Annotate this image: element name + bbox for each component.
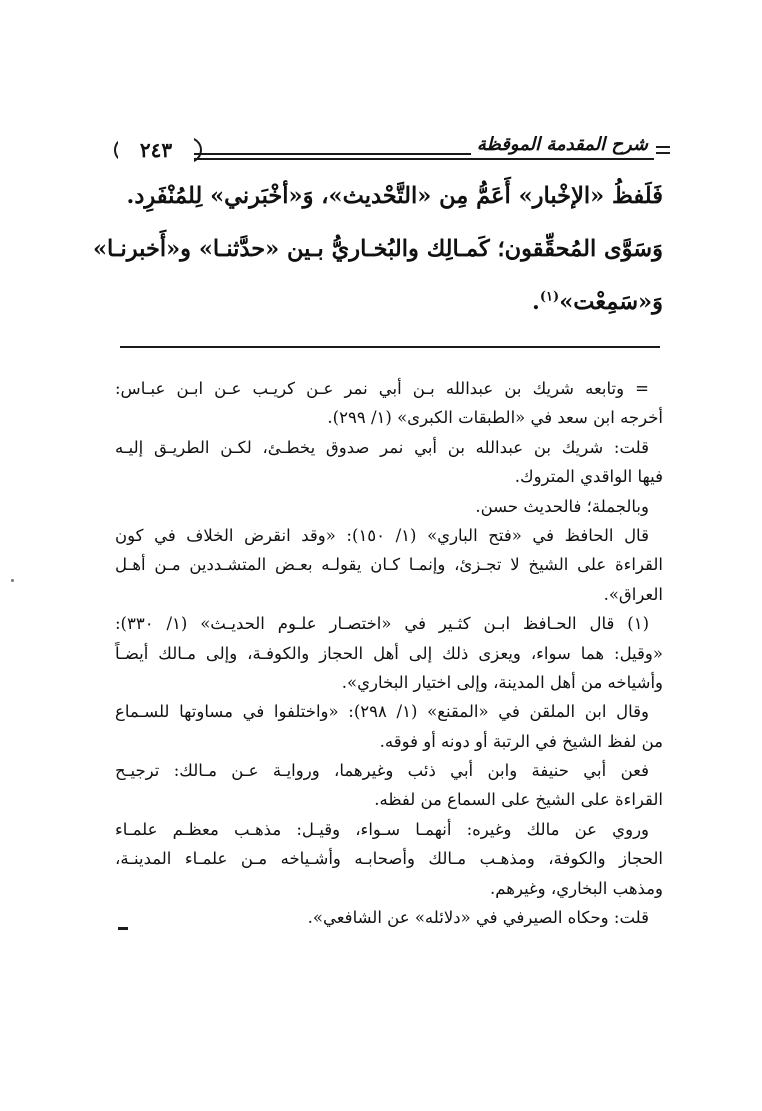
footnote-line: وروي عن مالك وغيره: أنهمـا سـواء، وقيـل: مذهـب معظـم علمـاء: [115, 819, 649, 839]
footnote-line: الحجاز والكوفة، ومذهـب مـالك وأصحابـه وأشـياخه مـن علمـاء المدينـة،: [115, 849, 663, 869]
page-number: ٢٤٣: [118, 132, 194, 168]
footnote-separator: [120, 346, 660, 348]
footnote-line: من لفظ الشيخ في الرتبة أو دونه أو فوقه.: [379, 731, 663, 751]
end-mark: [118, 927, 128, 930]
footnote-line: وأشياخه من أهل المدينة، وإلى اختيار البخاري».: [341, 672, 663, 692]
main-text: [92, 170, 663, 329]
footnote-line: قلت: شريك بن عبدالله بن أبي نمر صدوق يخطـئ، لكـن الطريـق إليـه: [115, 437, 649, 457]
footnote-line: «وقيل: هما سواء، ويعزى ذلك إلى أهل الحجاز والكوفـة، وإلى مـالك أيضـاً: [115, 643, 663, 663]
header-rule-bottom: [188, 158, 654, 160]
main-line: فَلَفظُ «الإخْبار» أَعَمُّ مِن «التَّحْديث»، وَ«أخْبَرني» لِلمُنْفَرِد.: [126, 183, 663, 209]
footnote-line: أخرجه ابن سعد في «الطبقات الكبرى» (١/ ٢٩٩).: [327, 408, 663, 428]
main-line-text: وَ«سَمِعْت»: [559, 289, 663, 315]
end-punctuation: .: [532, 289, 540, 315]
footnote-line: القراءة على الشيخ على السماع من لفظه.: [374, 790, 663, 810]
footnote-line: العراق».: [603, 584, 663, 604]
header-dash: [656, 152, 670, 154]
header-dash: [656, 146, 670, 148]
scan-speck: [11, 579, 14, 582]
footnote-line: القراءة على الشيخ لا تجـزئ، وإنمـا كـان يقولـه بعـض المتشـددين مـن أهـل: [115, 555, 663, 575]
footnote-line: (١) قال الحـافظ ابـن كثـير في «اختصـار علـوم الحديـث» (١/ ٣٣٠):: [115, 614, 649, 634]
running-title: شرح المقدمة الموقظة: [471, 134, 654, 155]
footnote-line: = وتابعه شريك بن عبدالله بـن أبي نمر عـن كريـب عـن ابـن عبـاس:: [115, 379, 649, 398]
footnote-line: قال الحافظ في «فتح الباري» (١/ ١٥٠): «وقد انقرض الخلاف في كون: [115, 525, 649, 545]
main-line: وَسَوَّى المُحقِّقون؛ كَمـالِك والبُخـاريُّ بـين «حدَّثنـا» و«أَخبرنـا»: [92, 236, 663, 262]
footnote-reference: (١): [539, 289, 560, 305]
footnote-line: فيها الواقدي المتروك.: [514, 467, 663, 487]
footnote-line: وقال ابن الملقن في «المقنع» (١/ ٢٩٨): «واختلفوا في مساوتها للسـماع: [115, 702, 649, 722]
footnotes: [115, 374, 663, 932]
footnote-line: وبالجملة؛ فالحديث حسن.: [475, 496, 649, 516]
main-line: [118, 276, 663, 329]
footnote-line: ومذهب البخاري، وغيرهم.: [490, 878, 663, 898]
running-header: [118, 128, 660, 172]
footnote-line: قلت: وحكاه الصيرفي في «دلائله» عن الشافعي».: [307, 908, 649, 928]
footnote-line: فعن أبي حنيفة وابن أبي ذئب وغيرهما، وروايـة عـن مـالك: ترجيـح: [115, 761, 649, 781]
